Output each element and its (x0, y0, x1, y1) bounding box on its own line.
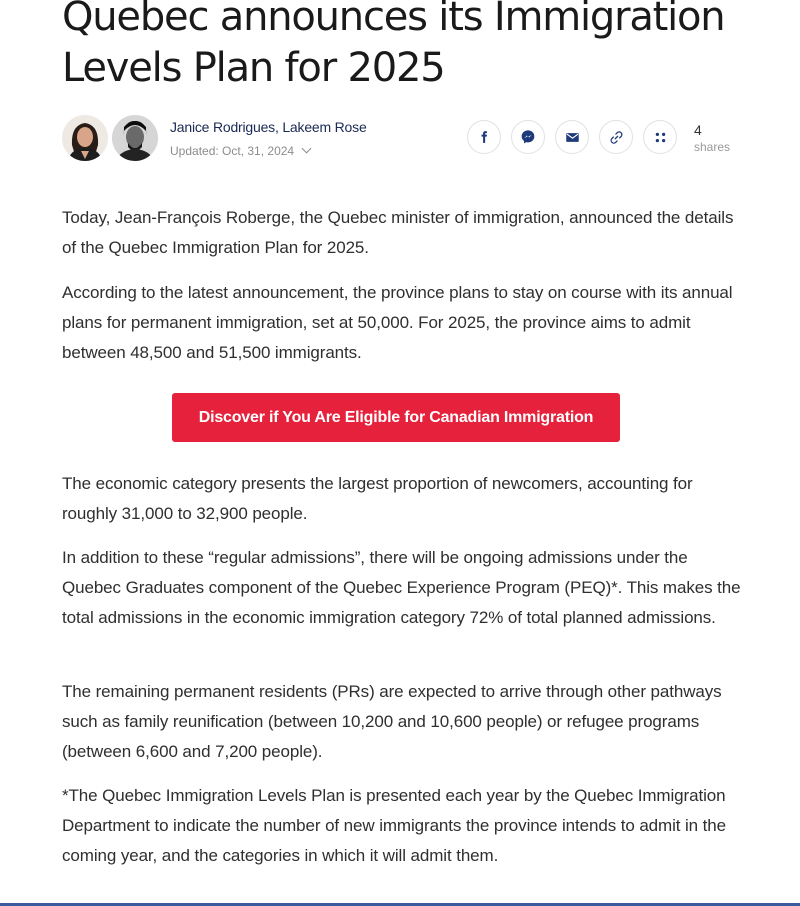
author-avatar-lakeem[interactable] (112, 115, 158, 161)
email-icon (565, 130, 580, 145)
share-label: shares (694, 140, 731, 154)
paragraph-annual-plan: According to the latest announcement, the province plans to stay on course with its annual plans for permanent immigration, set at 50,000. For 2025, the province aims to admit between 48,500 and 51,500 immigrants. (62, 283, 733, 362)
share-email-button[interactable] (555, 120, 589, 154)
byline (62, 113, 742, 165)
paragraph-economic-category: The economic category presents the largest proportion of newcomers, accounting for roughly 31,000 to 32,900 people. (62, 474, 693, 523)
paragraph-intro: Today, Jean-François Roberge, the Quebec minister of immigration, announced the details of the Quebec Immigration Plan for 2025. (62, 208, 734, 257)
author-names[interactable]: Janice Rodrigues, Lakeem Rose (170, 119, 367, 135)
article-title: Quebec announces its Immigration Levels Plan for 2025 (62, 0, 725, 91)
messenger-icon (520, 129, 536, 145)
share-copy-link-button[interactable] (599, 120, 633, 154)
updated-value: Oct, 31, 2024 (222, 144, 295, 158)
eligibility-cta-button[interactable]: Discover if You Are Eligible for Canadian Immigration (172, 393, 620, 442)
link-icon (609, 130, 624, 145)
share-messenger-button[interactable] (511, 120, 545, 154)
more-icon (653, 130, 668, 145)
chevron-down-icon[interactable] (302, 144, 312, 154)
paragraph-remaining-prs: The remaining permanent residents (PRs) are expected to arrive through other pathways such as family reunification (between 10,200 and 10,600 people) or refugee programs (between 6,600 and 7,200 people). (62, 682, 722, 761)
share-more-button[interactable] (643, 120, 677, 154)
paragraph-footnote: *The Quebec Immigration Levels Plan is presented each year by the Quebec Immigration Department to indicate the number of new immigrants the province intends to admit in the coming year, and the categories in which it will admit them. (62, 786, 726, 865)
paragraph-regular-admissions: In addition to these “regular admissions”, there will be ongoing admissions under the Quebec Graduates component of the Quebec Experience Program (PEQ)*. This makes the total admissions in the economic immigration category 72% of total planned admissions. (62, 548, 741, 627)
author-avatar-janice[interactable] (62, 115, 108, 161)
updated-label: Updated: (170, 144, 219, 158)
updated-date[interactable] (170, 144, 310, 158)
share-count: 4 (694, 122, 702, 138)
share-facebook-button[interactable] (467, 120, 501, 154)
facebook-icon (477, 130, 491, 144)
